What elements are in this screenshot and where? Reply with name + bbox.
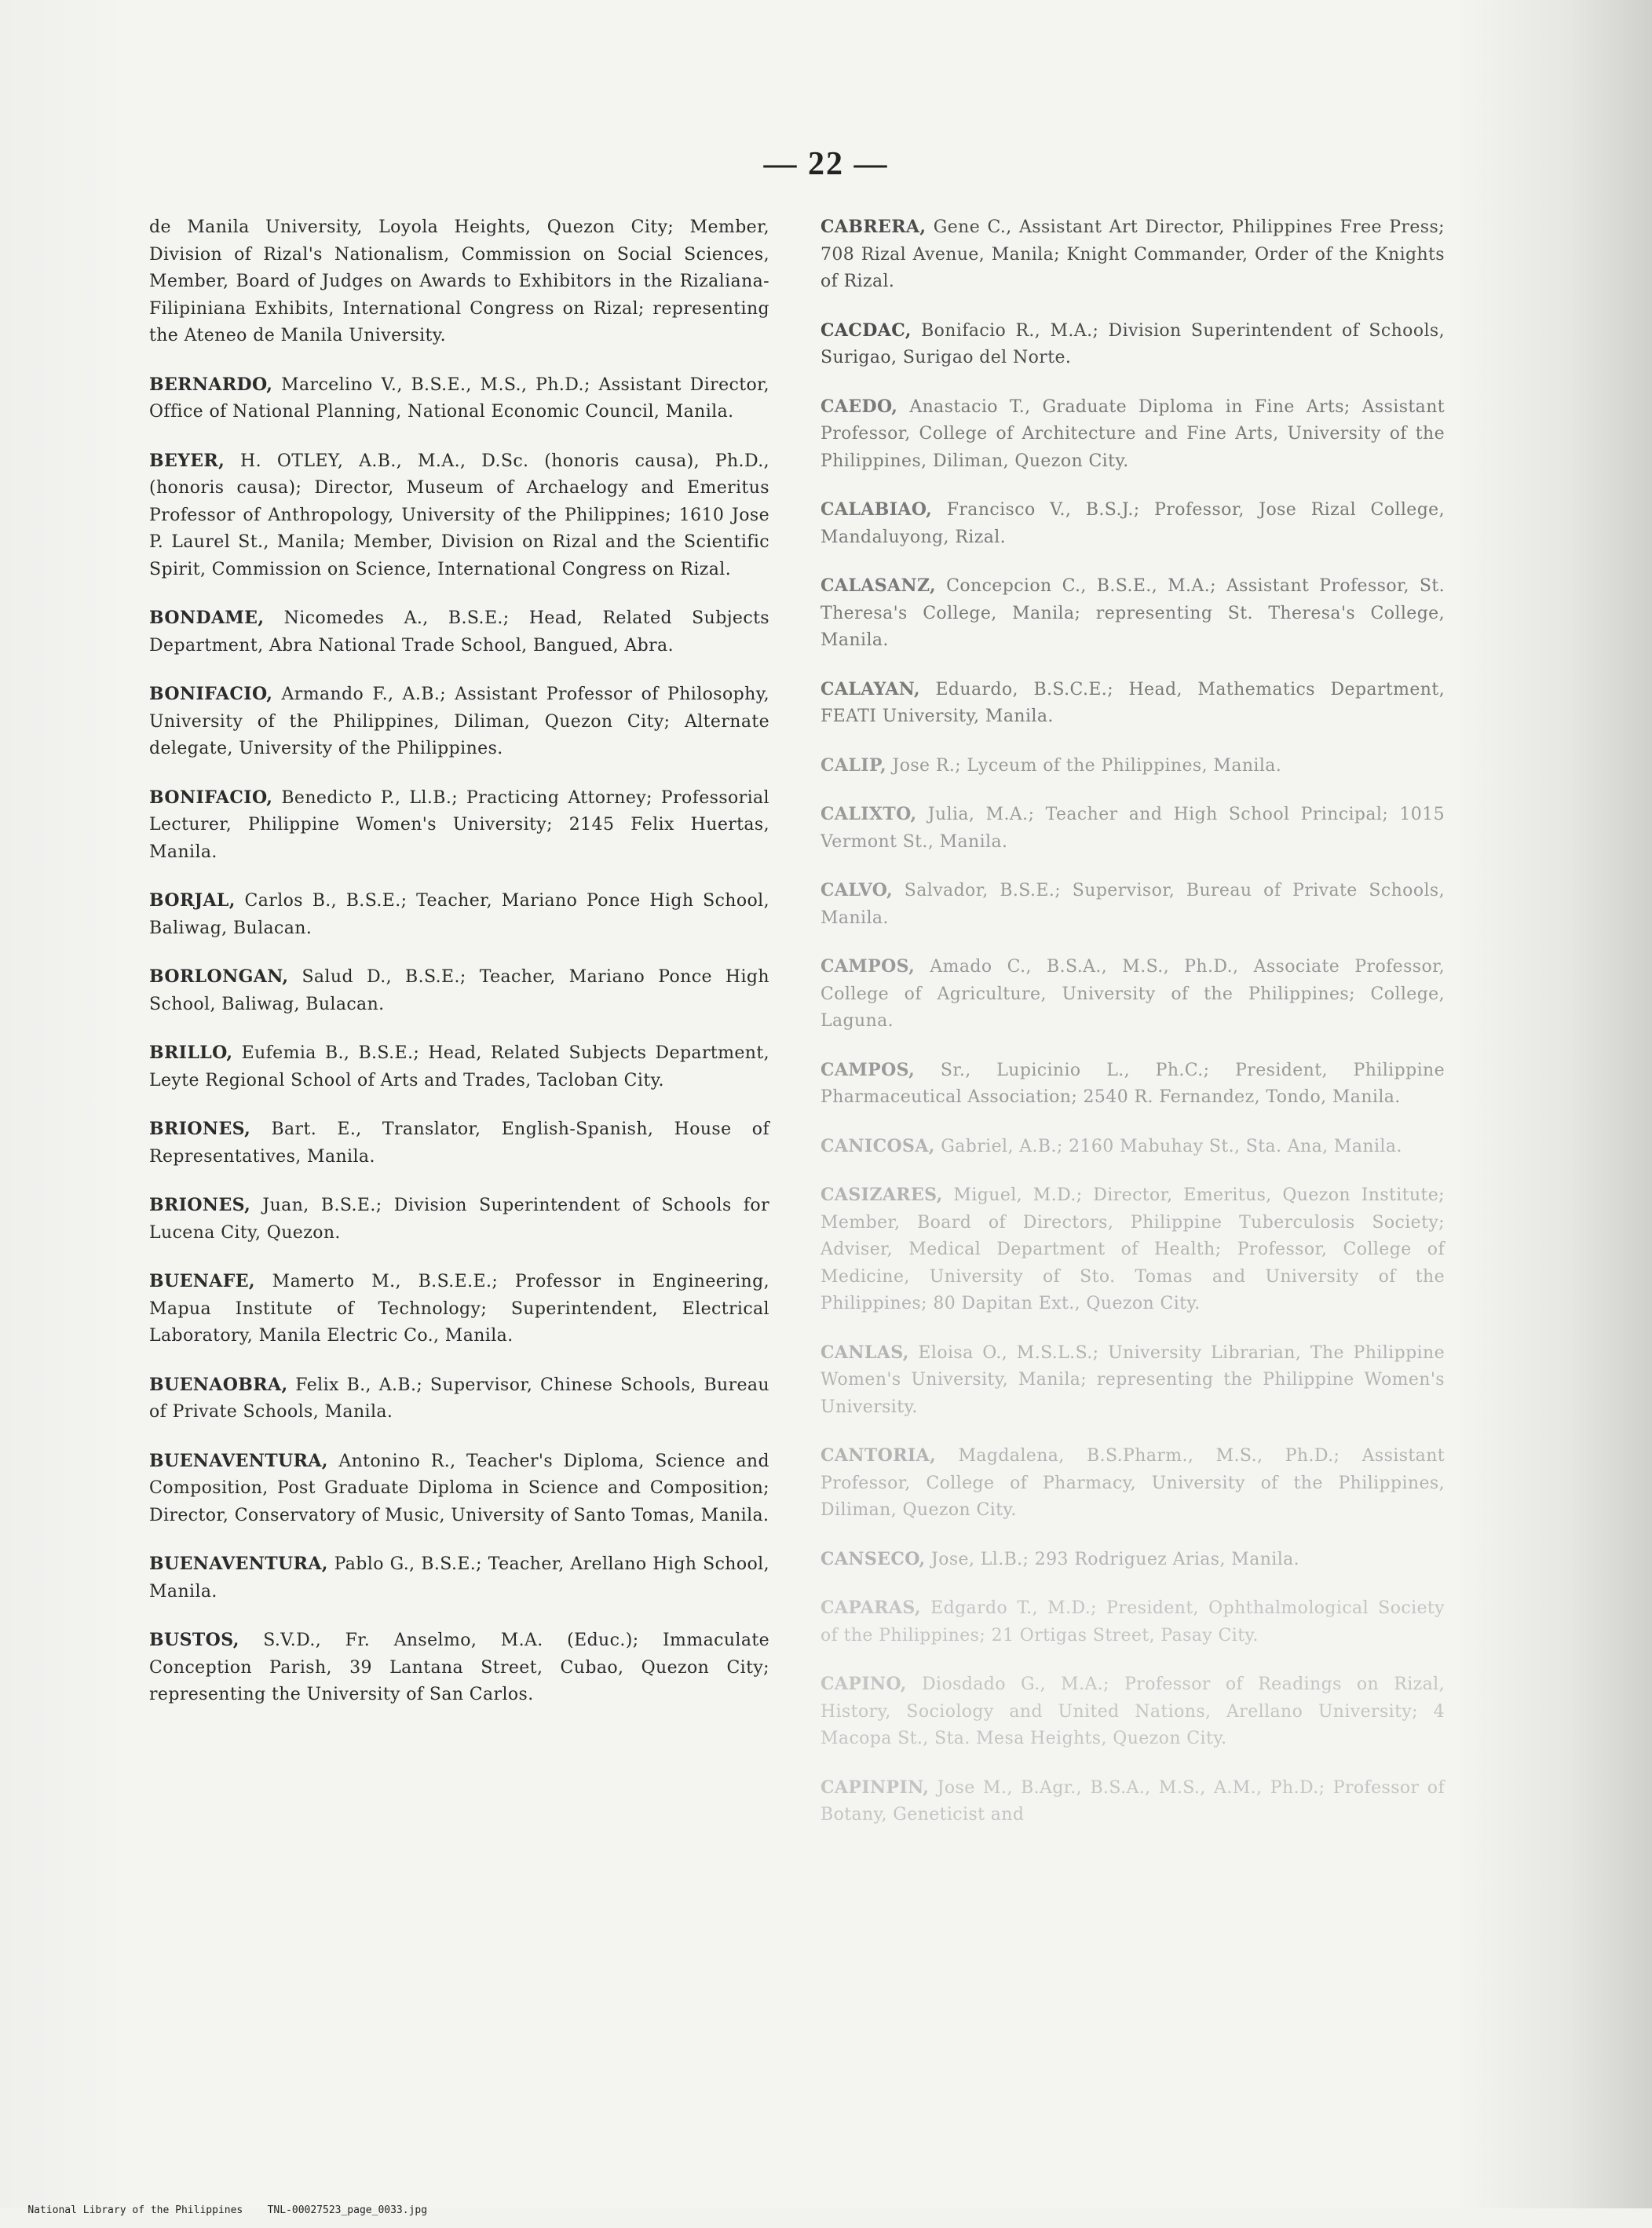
- entry-details: Gene C., Assistant Art Director, Philippines Free Press; 708 Rizal Avenue, Manila; Knight Commander, Order of the Knights of Rizal.: [821, 217, 1445, 291]
- entry-details: Nicomedes A., B.S.E.; Head, Related Subjects Department, Abra National Trade School, Bangued, Abra.: [149, 608, 769, 656]
- entry-details: Juan, B.S.E.; Division Superintendent of Schools for Lucena City, Quezon.: [149, 1196, 769, 1243]
- entry-surname: CAPARAS,: [821, 1598, 921, 1618]
- directory-entry: [149, 447, 769, 584]
- directory-entry: [149, 1268, 769, 1350]
- entry-details: Edgardo T., M.D.; President, Ophthalmological Society of the Philippines; 21 Ortigas Street, Pasay City.: [821, 1598, 1445, 1645]
- entry-details: Antonino R., Teacher's Diploma, Science and Composition, Post Graduate Diploma in Science and Composition; Director, Conservatory of Music, University of Santo Tomas, Manila.: [149, 1451, 769, 1525]
- entry-details: Jose R.; Lyceum of the Philippines, Manila.: [886, 755, 1282, 776]
- entry-surname: CAMPOS,: [821, 1059, 916, 1080]
- page-number: — 22 —: [763, 146, 889, 182]
- directory-entry: [821, 214, 1445, 296]
- directory-entry: [149, 1371, 769, 1426]
- entry-surname: CALASANZ,: [821, 575, 937, 596]
- entry-details: Eduardo, B.S.C.E.; Head, Mathematics Department, FEATI University, Manila.: [821, 679, 1445, 726]
- entry-surname: CASIZARES,: [821, 1185, 943, 1205]
- entry-surname: CALAYAN,: [821, 678, 920, 699]
- directory-entry: [149, 604, 769, 659]
- entry-details: H. OTLEY, A.B., M.A., D.Sc. (honoris causa), Ph.D., (honoris causa); Director, Museum of Archaelogy and Emeritus Professor of Anthropology, University of the Philippines; 1610 Jose P. Laurel St., Manila; Member, Division on Rizal and the Scientific Spirit, Commission on Science, International Congress on Rizal.: [149, 451, 769, 579]
- entry-details: Julia, M.A.; Teacher and High School Principal; 1015 Vermont St., Manila.: [821, 805, 1445, 852]
- entry-surname: BUENAFE,: [149, 1271, 255, 1291]
- directory-entry: [149, 1627, 769, 1709]
- directory-entry: [821, 1442, 1445, 1525]
- entry-details: Anastacio T., Graduate Diploma in Fine Arts; Assistant Professor, College of Architecture and Fine Arts, University of the Philippines, Diliman, Quezon City.: [821, 396, 1445, 471]
- directory-entry: [149, 1550, 769, 1605]
- entry-details: Sr., Lupicinio L., Ph.C.; President, Philippine Pharmaceutical Association; 2540 R. Fernandez, Tondo, Manila.: [821, 1060, 1445, 1107]
- entry-surname: CALVO,: [821, 880, 894, 900]
- directory-entry: [821, 1594, 1445, 1649]
- directory-entry: [821, 801, 1445, 856]
- directory-entry: [149, 681, 769, 763]
- directory-entry: [149, 1192, 769, 1247]
- directory-entry: [149, 1116, 769, 1171]
- entry-details: Diosdado G., M.A.; Professor of Readings on Rizal, History, Sociology and United Nations, Arellano University; 4 Macopa St., Sta. Mesa Heights, Quezon City.: [821, 1675, 1445, 1748]
- entry-details: Concepcion C., B.S.E., M.A.; Assistant Professor, St. Theresa's College, Manila; representing St. Theresa's College, Manila.: [821, 576, 1445, 650]
- directory-entry: [821, 1774, 1445, 1829]
- directory-entry: [821, 1057, 1445, 1112]
- footer-filename: TNL-00027523_page_0033.jpg: [267, 2204, 428, 2216]
- entry-surname: BONIFACIO,: [149, 684, 273, 704]
- entry-surname: CAPINPIN,: [821, 1777, 930, 1798]
- entry-details: Jose M., B.Agr., B.S.A., M.S., A.M., Ph.D.; Professor of Botany, Geneticist and: [821, 1777, 1445, 1824]
- directory-entry: [149, 784, 769, 867]
- entry-surname: CALIXTO,: [821, 804, 917, 824]
- entry-surname: BUENAOBRA,: [149, 1374, 288, 1395]
- directory-entry: [821, 317, 1445, 372]
- directory-entry: [821, 1339, 1445, 1422]
- entry-details: S.V.D., Fr. Anselmo, M.A. (Educ.); Immaculate Conception Parish, 39 Lantana Street, Cubao, Quezon City; representing the University of San Carlos.: [149, 1631, 769, 1704]
- entry-details: Gabriel, A.B.; 2160 Mabuhay St., Sta. Ana, Manila.: [934, 1136, 1402, 1156]
- entry-surname: BONIFACIO,: [149, 787, 273, 808]
- directory-entry: [821, 1671, 1445, 1753]
- entry-surname: CAPINO,: [821, 1674, 907, 1694]
- entry-details: Felix B., A.B.; Supervisor, Chinese Schools, Bureau of Private Schools, Manila.: [149, 1375, 769, 1422]
- directory-entry: [149, 1448, 769, 1530]
- directory-entry: [149, 963, 769, 1018]
- entry-details: Amado C., B.S.A., M.S., Ph.D., Associate Professor, College of Agriculture, University of the Philippines; College, Laguna.: [821, 957, 1445, 1031]
- entry-surname: CANICOSA,: [821, 1135, 935, 1156]
- entry-surname: BRIONES,: [149, 1195, 251, 1215]
- entry-details: Magdalena, B.S.Pharm., M.S., Ph.D.; Assistant Professor, College of Pharmacy, University of the Philippines, Diliman, Quezon City.: [821, 1446, 1445, 1520]
- entry-details: Bart. E., Translator, English-Spanish, House of Representatives, Manila.: [149, 1119, 769, 1167]
- entry-details: Salvador, B.S.E.; Supervisor, Bureau of Private Schools, Manila.: [821, 881, 1445, 928]
- entry-details: Eufemia B., B.S.E.; Head, Related Subjects Department, Leyte Regional School of Arts and Trades, Tacloban City.: [149, 1043, 769, 1090]
- directory-entry: [821, 1546, 1445, 1574]
- entry-surname: BUENAVENTURA,: [149, 1450, 328, 1471]
- entry-surname: CANSECO,: [821, 1548, 926, 1569]
- footer-library: National Library of the Philippines: [27, 2204, 243, 2216]
- entry-details: Jose, Ll.B.; 293 Rodriguez Arias, Manila.: [925, 1549, 1300, 1569]
- entry-surname: CANTORIA,: [821, 1445, 937, 1466]
- entry-surname: CAEDO,: [821, 396, 898, 417]
- entry-surname: BUENAVENTURA,: [149, 1554, 328, 1574]
- entry-surname: CABRERA,: [821, 217, 927, 237]
- entry-details: Mamerto M., B.S.E.E.; Professor in Engineering, Mapua Institute of Technology; Superintendent, Electrical Laboratory, Manila Electric Co., Manila.: [149, 1272, 769, 1346]
- entry-details: Armando F., A.B.; Assistant Professor of Philosophy, University of the Philippines, Diliman, Quezon City; Alternate delegate, University of the Philippines.: [149, 685, 769, 758]
- directory-entry: [821, 496, 1445, 551]
- entry-surname: BUSTOS,: [149, 1630, 239, 1650]
- directory-entry: [821, 1182, 1445, 1318]
- entry-surname: CANLAS,: [821, 1342, 909, 1363]
- entry-surname: BERNARDO,: [149, 374, 273, 395]
- entry-surname: BRIONES,: [149, 1119, 251, 1139]
- entry-surname: BEYER,: [149, 450, 225, 471]
- scan-footer: [0, 2193, 1652, 2216]
- entry-surname: CACDAC,: [821, 320, 912, 341]
- entry-surname: BONDAME,: [149, 608, 265, 628]
- directory-entry: [821, 1133, 1445, 1161]
- directory-entry: [821, 676, 1445, 731]
- entry-details: de Manila University, Loyola Heights, Quezon City; Member, Division of Rizal's Nationalism, Commission on Social Sciences, Member, Board of Judges on Awards to Exhibitors in the Rizaliana-Filipiniana Exhibits, International Congress on Rizal; representing the Ateneo de Manila University.: [149, 217, 769, 345]
- entry-details: Benedicto P., Ll.B.; Practicing Attorney; Professorial Lecturer, Philippine Women's University; 2145 Felix Huertas, Manila.: [149, 787, 769, 862]
- entry-details: Miguel, M.D.; Director, Emeritus, Quezon Institute; Member, Board of Directors, Philippine Tuberculosis Society; Adviser, Medical Department of Health; Professor, College of Medicine, University of Sto. Tomas and University of the Philippines; 80 Dapitan Ext., Quezon City.: [821, 1185, 1445, 1313]
- entry-details: Carlos B., B.S.E.; Teacher, Mariano Ponce High School, Baliwag, Bulacan.: [149, 891, 769, 938]
- directory-entry: [149, 371, 769, 426]
- entry-details: Eloisa O., M.S.L.S.; University Librarian, The Philippine Women's University, Manila; representing the Philippine Women's University.: [821, 1342, 1445, 1417]
- directory-entry: [149, 214, 769, 350]
- entry-surname: BORJAL,: [149, 890, 236, 911]
- directory-entry: [821, 572, 1445, 655]
- entry-details: Pablo G., B.S.E.; Teacher, Arellano High School, Manila.: [149, 1554, 769, 1602]
- right-column: [821, 214, 1445, 1850]
- entry-surname: BRILLO,: [149, 1043, 233, 1063]
- directory-entry: [821, 877, 1445, 932]
- entry-details: Marcelino V., B.S.E., M.S., Ph.D.; Assistant Director, Office of National Planning, National Economic Council, Manila.: [149, 374, 769, 422]
- directory-entry: [821, 393, 1445, 476]
- directory-entry: [149, 1039, 769, 1094]
- entry-surname: BORLONGAN,: [149, 966, 289, 987]
- entry-surname: CALABIAO,: [821, 499, 933, 520]
- entry-details: Francisco V., B.S.J.; Professor, Jose Rizal College, Mandaluyong, Rizal.: [821, 500, 1445, 547]
- directory-entry: [149, 887, 769, 942]
- directory-entry: [821, 752, 1445, 780]
- entry-surname: CALIP,: [821, 754, 887, 776]
- left-column: [149, 214, 769, 1730]
- entry-details: Salud D., B.S.E.; Teacher, Mariano Ponce High School, Baliwag, Bulacan.: [149, 967, 769, 1014]
- entry-surname: CAMPOS,: [821, 956, 916, 977]
- entry-details: Bonifacio R., M.A.; Division Superintendent of Schools, Surigao, Surigao del Norte.: [821, 320, 1445, 367]
- directory-entry: [821, 953, 1445, 1035]
